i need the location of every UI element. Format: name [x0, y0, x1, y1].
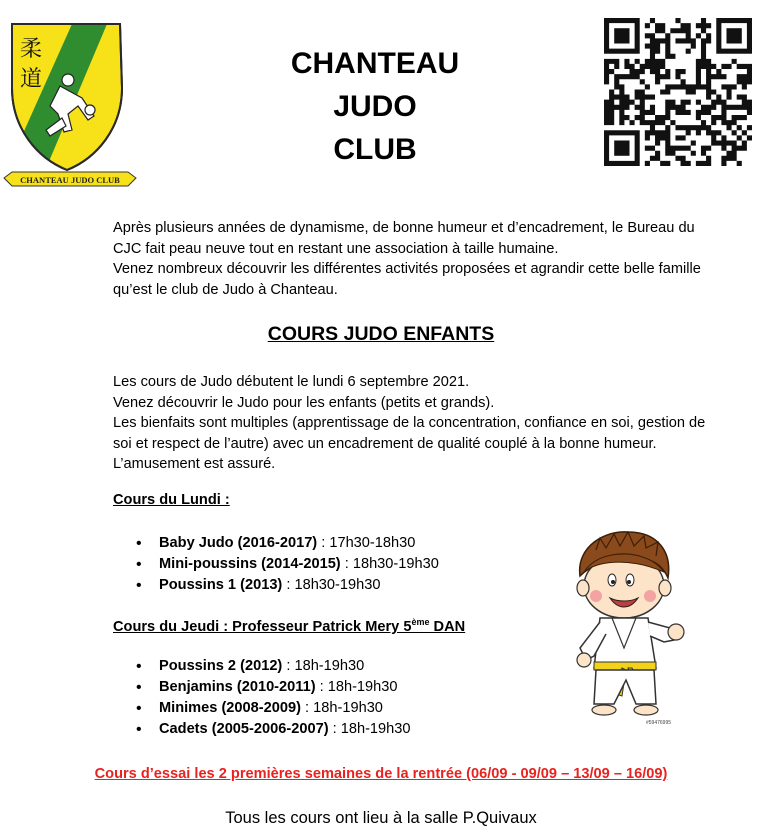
club-logo: [2, 18, 138, 192]
kids-line: L’amusement est assuré.: [113, 456, 276, 472]
course-name: Mini-poussins (2014-2015): [159, 556, 341, 572]
kids-paragraph: [113, 372, 733, 475]
intro-line: CJC fait peau neuve tout en restant une association à taille humaine.: [113, 240, 559, 257]
logo-glyph-1: 柔: [20, 37, 43, 62]
intro-paragraph: [113, 218, 733, 300]
judo-kid-illustration: [566, 528, 696, 728]
thursday-title: [113, 617, 465, 635]
course-name: Benjamins (2010-2011): [159, 679, 316, 695]
qr-code-icon[interactable]: [604, 18, 752, 166]
list-item: [136, 677, 411, 698]
course-name: Minimes (2008-2009): [159, 700, 301, 716]
illustration-caption: #59476995: [646, 720, 672, 726]
course-name: Poussins 2 (2012): [159, 658, 283, 674]
thursday-title-sup: ème: [411, 617, 430, 627]
course-time: : 18h-19h30: [315, 679, 398, 695]
course-time: : 18h30-19h30: [282, 577, 381, 593]
thursday-list: [136, 656, 411, 740]
list-item: [136, 656, 411, 677]
page-title: [250, 42, 500, 171]
list-item: [136, 575, 439, 596]
title-line-1: CHANTEAU: [290, 47, 460, 80]
course-name: Cadets (2005-2006-2007): [159, 721, 329, 737]
course-time: : 18h-19h30: [328, 721, 411, 737]
intro-line: qu’est le club de Judo à Chanteau.: [113, 281, 338, 298]
list-item: [136, 719, 411, 740]
title-line-3: CLUB: [333, 133, 417, 166]
list-item: [136, 533, 439, 554]
judo-club-shield-icon: [2, 18, 138, 192]
judo-kid-icon: [566, 528, 696, 728]
course-name: Poussins 1 (2013): [159, 577, 283, 593]
kids-line: Les bienfaits sont multiples (apprentissage de la concentration, confiance en soi, gestion de: [113, 415, 706, 431]
course-time: : 18h-19h30: [282, 658, 365, 674]
course-time: : 17h30-18h30: [317, 535, 416, 551]
section-title: COURS JUDO ENFANTS: [267, 323, 495, 345]
trial-notice: Cours d’essai les 2 premières semaines de la rentrée (06/09 - 09/09 – 13/09 – 16/09): [94, 766, 668, 782]
title-line-2: JUDO: [333, 90, 417, 123]
monday-list: [136, 533, 439, 596]
venue-text: Tous les cours ont lieu à la salle P.Quivaux: [225, 809, 537, 827]
kids-line: Venez découvrir le Judo pour les enfants (petits et grands).: [113, 394, 495, 411]
course-name: Baby Judo (2016-2017): [159, 535, 318, 551]
list-item: [136, 554, 439, 575]
intro-line: Après plusieurs années de dynamisme, de bonne humeur et d’encadrement, le Bureau du: [113, 220, 695, 236]
list-item: [136, 698, 411, 719]
kids-line: Les cours de Judo débutent le lundi 6 septembre 2021.: [113, 374, 470, 390]
kids-line: soi et respect de l’autre) avec un encadrement de qualité couplé à la bonne humeur.: [113, 435, 657, 452]
logo-banner-text: CHANTEAU JUDO CLUB: [20, 175, 120, 185]
thursday-title-end: DAN: [429, 619, 466, 635]
monday-title: Cours du Lundi :: [113, 492, 230, 508]
intro-line: Venez nombreux découvrir les différentes activités proposées et agrandir cette belle famille: [113, 261, 701, 277]
course-time: : 18h-19h30: [300, 700, 383, 716]
course-time: : 18h30-19h30: [340, 556, 439, 572]
logo-glyph-2: 道: [20, 67, 43, 92]
thursday-title-main: Cours du Jeudi : Professeur Patrick Mery 5: [113, 619, 412, 635]
